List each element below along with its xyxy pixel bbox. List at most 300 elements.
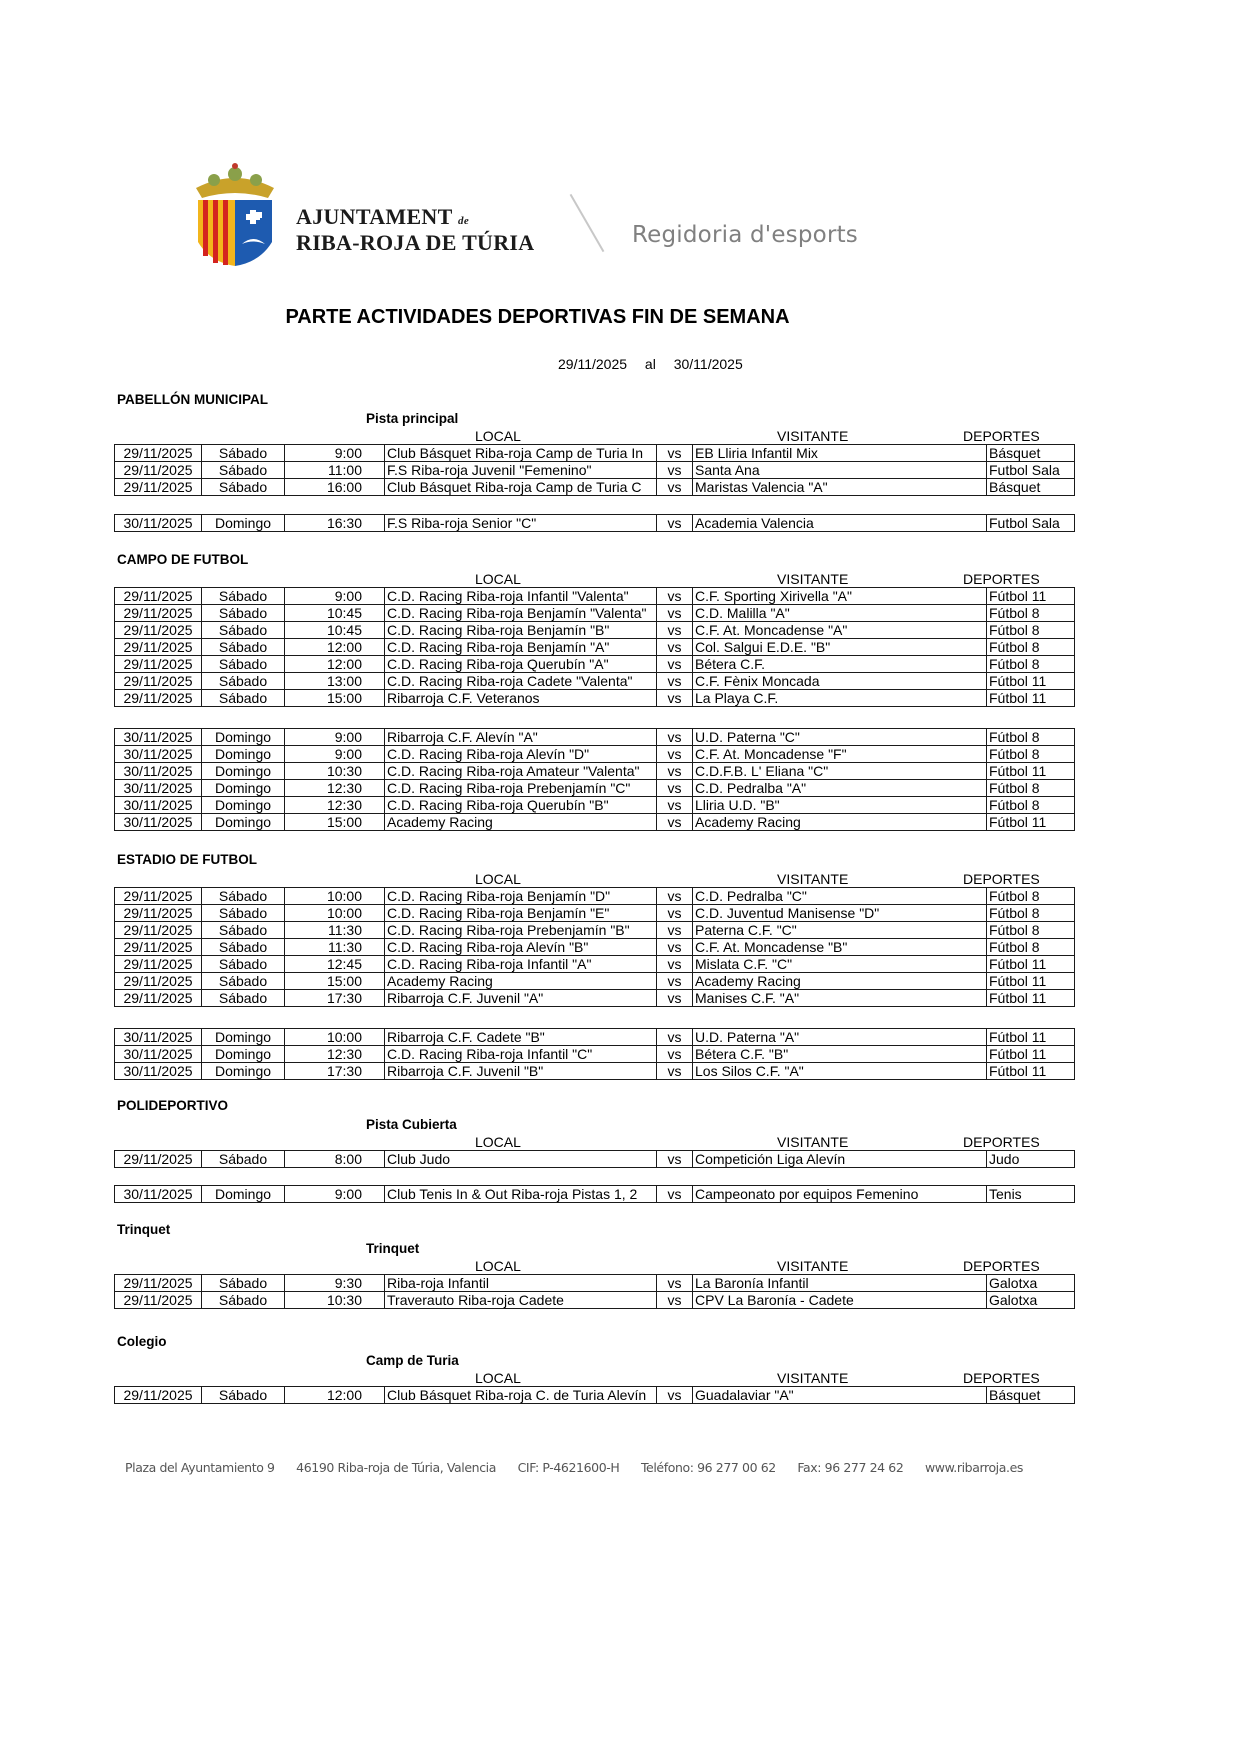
day-cell: Sábado (202, 922, 285, 939)
visitor-team-cell: C.F. At. Moncadense "A" (693, 622, 987, 639)
day-cell: Sábado (202, 905, 285, 922)
local-team-cell: C.D. Racing Riba-roja Prebenjamín "B" (385, 922, 657, 939)
table-row (115, 515, 1075, 532)
date-cell: 29/11/2025 (115, 605, 202, 622)
schedule-table (114, 587, 1075, 707)
date-cell: 29/11/2025 (115, 1387, 202, 1404)
time-cell: 10:00 (285, 888, 385, 905)
section-title: Colegio (117, 1334, 167, 1349)
venue-title: Pista principal (366, 411, 459, 426)
day-cell: Sábado (202, 639, 285, 656)
visitor-team-cell: Guadalaviar "A" (693, 1387, 987, 1404)
local-team-cell: C.D. Racing Riba-roja Querubín "A" (385, 656, 657, 673)
sport-cell: Fútbol 8 (987, 605, 1075, 622)
day-cell: Domingo (202, 745, 285, 762)
sport-cell: Fútbol 8 (987, 796, 1075, 813)
sport-cell: Fútbol 8 (987, 779, 1075, 796)
visitor-team-cell: C.D. Juventud Manisense "D" (693, 905, 987, 922)
date-cell: 29/11/2025 (115, 639, 202, 656)
column-header-deportes: DEPORTES (963, 428, 1040, 444)
vs-cell: vs (657, 1292, 693, 1309)
org-name-de: de (458, 215, 469, 227)
vs-cell: vs (657, 813, 693, 830)
local-team-cell: C.D. Racing Riba-roja Prebenjamín "C" (385, 779, 657, 796)
day-cell: Sábado (202, 956, 285, 973)
day-cell: Domingo (202, 728, 285, 745)
vs-cell: vs (657, 690, 693, 707)
visitor-team-cell: C.F. At. Moncadense "B" (693, 939, 987, 956)
vs-cell: vs (657, 956, 693, 973)
venue-title: Camp de Turia (366, 1353, 459, 1368)
date-cell: 29/11/2025 (115, 939, 202, 956)
schedule-table (114, 1028, 1075, 1080)
sport-cell: Fútbol 8 (987, 728, 1075, 745)
schedule-table (114, 514, 1075, 532)
column-header-local: LOCAL (475, 1370, 521, 1386)
date-cell: 29/11/2025 (115, 673, 202, 690)
schedule-table (114, 1185, 1075, 1203)
date-cell: 29/11/2025 (115, 622, 202, 639)
day-cell: Domingo (202, 515, 285, 532)
time-cell: 11:00 (285, 462, 385, 479)
day-cell: Sábado (202, 605, 285, 622)
local-team-cell: C.D. Racing Riba-roja Amateur "Valenta" (385, 762, 657, 779)
vs-cell: vs (657, 888, 693, 905)
footer-city: 46190 Riba-roja de Túria, Valencia (296, 1460, 496, 1475)
sport-cell: Fútbol 8 (987, 656, 1075, 673)
time-cell: 10:00 (285, 1028, 385, 1045)
local-team-cell: Ribarroja C.F. Cadete "B" (385, 1028, 657, 1045)
local-team-cell: C.D. Racing Riba-roja Benjamín "A" (385, 639, 657, 656)
local-team-cell: Academy Racing (385, 813, 657, 830)
sport-cell: Fútbol 11 (987, 762, 1075, 779)
day-cell: Sábado (202, 673, 285, 690)
section-title: Trinquet (117, 1222, 171, 1237)
time-cell: 16:00 (285, 479, 385, 496)
date-cell: 30/11/2025 (115, 728, 202, 745)
vs-cell: vs (657, 462, 693, 479)
letterhead-logo (186, 162, 876, 272)
vs-cell: vs (657, 479, 693, 496)
table-row (115, 728, 1075, 745)
time-cell: 10:00 (285, 905, 385, 922)
time-cell: 12:30 (285, 1045, 385, 1062)
org-name-line2: RIBA-ROJA DE TÚRIA (296, 230, 535, 255)
sport-cell: Galotxa (987, 1275, 1075, 1292)
table-row (115, 1186, 1075, 1203)
local-team-cell: Club Básquet Riba-roja C. de Turia Alevín (385, 1387, 657, 1404)
date-cell: 30/11/2025 (115, 813, 202, 830)
visitor-team-cell: Lliria U.D. "B" (693, 796, 987, 813)
local-team-cell: C.D. Racing Riba-roja Infantil "A" (385, 956, 657, 973)
time-cell: 12:00 (285, 656, 385, 673)
time-cell: 8:00 (285, 1151, 385, 1168)
visitor-team-cell: U.D. Paterna "C" (693, 728, 987, 745)
date-cell: 29/11/2025 (115, 588, 202, 605)
vs-cell: vs (657, 588, 693, 605)
table-row (115, 990, 1075, 1007)
table-row (115, 905, 1075, 922)
day-cell: Sábado (202, 888, 285, 905)
date-cell: 29/11/2025 (115, 462, 202, 479)
date-cell: 30/11/2025 (115, 515, 202, 532)
vs-cell: vs (657, 1045, 693, 1062)
sport-cell: Fútbol 11 (987, 1028, 1075, 1045)
sport-cell: Fútbol 11 (987, 690, 1075, 707)
table-row (115, 762, 1075, 779)
footer-fax: Fax: 96 277 24 62 (797, 1460, 904, 1475)
footer-cif: CIF: P-4621600-H (517, 1460, 620, 1475)
time-cell: 15:00 (285, 973, 385, 990)
sport-cell: Fútbol 8 (987, 745, 1075, 762)
day-cell: Domingo (202, 1028, 285, 1045)
column-header-visitante: VISITANTE (777, 1370, 849, 1386)
vs-cell: vs (657, 728, 693, 745)
section-title: CAMPO DE FUTBOL (117, 552, 249, 567)
department-name: Regidoria d'esports (632, 222, 858, 248)
time-cell: 11:30 (285, 939, 385, 956)
time-cell: 9:00 (285, 745, 385, 762)
sport-cell: Tenis (987, 1186, 1075, 1203)
local-team-cell: Ribarroja C.F. Veteranos (385, 690, 657, 707)
vs-cell: vs (657, 1062, 693, 1079)
day-cell: Domingo (202, 779, 285, 796)
time-cell: 11:30 (285, 922, 385, 939)
visitor-team-cell: Manises C.F. "A" (693, 990, 987, 1007)
visitor-team-cell: Los Silos C.F. "A" (693, 1062, 987, 1079)
local-team-cell: C.D. Racing Riba-roja Infantil "C" (385, 1045, 657, 1062)
vs-cell: vs (657, 990, 693, 1007)
footer (125, 1460, 1041, 1475)
page-title (0, 306, 1241, 329)
visitor-team-cell: Academia Valencia (693, 515, 987, 532)
venue-title: Pista Cubierta (366, 1117, 457, 1132)
time-cell: 16:30 (285, 515, 385, 532)
schedule-table (114, 1150, 1075, 1168)
table-row (115, 656, 1075, 673)
visitor-team-cell: C.D. Pedralba "C" (693, 888, 987, 905)
sport-cell: Fútbol 11 (987, 673, 1075, 690)
date-cell: 30/11/2025 (115, 1062, 202, 1079)
local-team-cell: F.S Riba-roja Juvenil "Femenino" (385, 462, 657, 479)
vs-cell: vs (657, 1028, 693, 1045)
column-header-visitante: VISITANTE (777, 1134, 849, 1150)
column-header-deportes: DEPORTES (963, 871, 1040, 887)
sport-cell: Fútbol 11 (987, 1045, 1075, 1062)
column-header-visitante: VISITANTE (777, 871, 849, 887)
vs-cell: vs (657, 673, 693, 690)
column-header-visitante: VISITANTE (777, 428, 849, 444)
day-cell: Domingo (202, 1186, 285, 1203)
table-row (115, 1292, 1075, 1309)
table-row (115, 690, 1075, 707)
day-cell: Domingo (202, 1062, 285, 1079)
table-row (115, 922, 1075, 939)
divider (570, 194, 605, 252)
visitor-team-cell: C.D.F.B. L' Eliana "C" (693, 762, 987, 779)
org-name-line1: AJUNTAMENT (296, 204, 453, 229)
sport-cell: Futbol Sala (987, 515, 1075, 532)
local-team-cell: C.D. Racing Riba-roja Cadete "Valenta" (385, 673, 657, 690)
time-cell: 12:45 (285, 956, 385, 973)
time-cell: 12:30 (285, 796, 385, 813)
venue-title: Trinquet (366, 1241, 420, 1256)
day-cell: Domingo (202, 796, 285, 813)
date-cell: 29/11/2025 (115, 445, 202, 462)
date-cell: 29/11/2025 (115, 973, 202, 990)
vs-cell: vs (657, 779, 693, 796)
schedule-table (114, 1274, 1075, 1309)
table-row (115, 1028, 1075, 1045)
local-team-cell: Academy Racing (385, 973, 657, 990)
local-team-cell: C.D. Racing Riba-roja Benjamín "D" (385, 888, 657, 905)
day-cell: Domingo (202, 1045, 285, 1062)
sport-cell: Futbol Sala (987, 462, 1075, 479)
table-row (115, 605, 1075, 622)
day-cell: Sábado (202, 1275, 285, 1292)
table-row (115, 1151, 1075, 1168)
table-row (115, 745, 1075, 762)
date-cell: 30/11/2025 (115, 762, 202, 779)
time-cell: 12:00 (285, 639, 385, 656)
table-row (115, 1387, 1075, 1404)
day-cell: Sábado (202, 588, 285, 605)
table-row (115, 956, 1075, 973)
sport-cell: Fútbol 11 (987, 1062, 1075, 1079)
day-cell: Domingo (202, 813, 285, 830)
visitor-team-cell: Mislata C.F. "C" (693, 956, 987, 973)
footer-phone: Teléfono: 96 277 00 62 (640, 1460, 776, 1475)
schedule-table (114, 728, 1075, 831)
local-team-cell: Ribarroja C.F. Juvenil "B" (385, 1062, 657, 1079)
visitor-team-cell: Academy Racing (693, 813, 987, 830)
time-cell: 9:00 (285, 1186, 385, 1203)
visitor-team-cell: C.D. Pedralba "A" (693, 779, 987, 796)
visitor-team-cell: C.F. Fènix Moncada (693, 673, 987, 690)
footer-address: Plaza del Ayuntamiento 9 (125, 1460, 275, 1475)
date-cell: 29/11/2025 (115, 990, 202, 1007)
vs-cell: vs (657, 656, 693, 673)
date-cell: 29/11/2025 (115, 922, 202, 939)
visitor-team-cell: Santa Ana (693, 462, 987, 479)
sport-cell: Fútbol 8 (987, 922, 1075, 939)
section-title: PABELLÓN MUNICIPAL (117, 392, 268, 407)
vs-cell: vs (657, 973, 693, 990)
column-header-visitante: VISITANTE (777, 571, 849, 587)
time-cell: 10:30 (285, 762, 385, 779)
time-cell: 15:00 (285, 690, 385, 707)
column-header-local: LOCAL (475, 1258, 521, 1274)
column-header-deportes: DEPORTES (963, 1258, 1040, 1274)
local-team-cell: C.D. Racing Riba-roja Infantil "Valenta" (385, 588, 657, 605)
visitor-team-cell: Paterna C.F. "C" (693, 922, 987, 939)
vs-cell: vs (657, 922, 693, 939)
column-header-deportes: DEPORTES (963, 1370, 1040, 1386)
date-to: 30/11/2025 (673, 356, 743, 372)
visitor-team-cell: EB Lliria Infantil Mix (693, 445, 987, 462)
local-team-cell: C.D. Racing Riba-roja Alevín "D" (385, 745, 657, 762)
day-cell: Sábado (202, 656, 285, 673)
visitor-team-cell: Maristas Valencia "A" (693, 479, 987, 496)
page-title-text: PARTE ACTIVIDADES DEPORTIVAS FIN DE SEMANA (285, 306, 790, 328)
local-team-cell: Ribarroja C.F. Juvenil "A" (385, 990, 657, 1007)
sport-cell: Básquet (987, 1387, 1075, 1404)
local-team-cell: C.D. Racing Riba-roja Querubín "B" (385, 796, 657, 813)
day-cell: Sábado (202, 690, 285, 707)
local-team-cell: F.S Riba-roja Senior "C" (385, 515, 657, 532)
visitor-team-cell: Campeonato por equipos Femenino (693, 1186, 987, 1203)
table-row (115, 639, 1075, 656)
day-cell: Sábado (202, 1292, 285, 1309)
table-row (115, 1062, 1075, 1079)
table-row (115, 588, 1075, 605)
day-cell: Sábado (202, 939, 285, 956)
date-cell: 30/11/2025 (115, 1045, 202, 1062)
date-cell: 30/11/2025 (115, 779, 202, 796)
sport-cell: Fútbol 11 (987, 588, 1075, 605)
table-row (115, 1275, 1075, 1292)
vs-cell: vs (657, 605, 693, 622)
local-team-cell: Traverauto Riba-roja Cadete (385, 1292, 657, 1309)
date-cell: 29/11/2025 (115, 888, 202, 905)
visitor-team-cell: C.F. At. Moncadense "F" (693, 745, 987, 762)
coat-of-arms-icon (190, 162, 280, 270)
time-cell: 12:00 (285, 1387, 385, 1404)
table-row (115, 479, 1075, 496)
vs-cell: vs (657, 639, 693, 656)
local-team-cell: Riba-roja Infantil (385, 1275, 657, 1292)
visitor-team-cell: Bétera C.F. "B" (693, 1045, 987, 1062)
time-cell: 17:30 (285, 990, 385, 1007)
schedule-table (114, 444, 1075, 496)
date-from: 29/11/2025 (558, 356, 628, 372)
time-cell: 10:45 (285, 622, 385, 639)
date-cell: 30/11/2025 (115, 1028, 202, 1045)
local-team-cell: Ribarroja C.F. Alevín "A" (385, 728, 657, 745)
column-header-local: LOCAL (475, 428, 521, 444)
visitor-team-cell: CPV La Baronía - Cadete (693, 1292, 987, 1309)
time-cell: 9:00 (285, 445, 385, 462)
footer-web[interactable]: www.ribarroja.es (924, 1460, 1023, 1475)
day-cell: Sábado (202, 445, 285, 462)
sport-cell: Fútbol 8 (987, 622, 1075, 639)
sport-cell: Judo (987, 1151, 1075, 1168)
column-header-deportes: DEPORTES (963, 1134, 1040, 1150)
table-row (115, 888, 1075, 905)
sport-cell: Fútbol 11 (987, 973, 1075, 990)
date-cell: 29/11/2025 (115, 1151, 202, 1168)
time-cell: 9:30 (285, 1275, 385, 1292)
vs-cell: vs (657, 622, 693, 639)
sport-cell: Fútbol 11 (987, 813, 1075, 830)
table-row (115, 1045, 1075, 1062)
schedule-table (114, 1386, 1075, 1404)
table-row (115, 462, 1075, 479)
sport-cell: Fútbol 8 (987, 905, 1075, 922)
vs-cell: vs (657, 905, 693, 922)
time-cell: 12:30 (285, 779, 385, 796)
date-cell: 29/11/2025 (115, 656, 202, 673)
table-row (115, 973, 1075, 990)
column-header-local: LOCAL (475, 1134, 521, 1150)
time-cell: 13:00 (285, 673, 385, 690)
vs-cell: vs (657, 445, 693, 462)
schedule-table (114, 887, 1075, 1007)
date-cell: 30/11/2025 (115, 745, 202, 762)
local-team-cell: C.D. Racing Riba-roja Benjamín "Valenta" (385, 605, 657, 622)
time-cell: 15:00 (285, 813, 385, 830)
day-cell: Sábado (202, 990, 285, 1007)
column-header-visitante: VISITANTE (777, 1258, 849, 1274)
visitor-team-cell: La Playa C.F. (693, 690, 987, 707)
vs-cell: vs (657, 796, 693, 813)
local-team-cell: Club Tenis In & Out Riba-roja Pistas 1, 2 (385, 1186, 657, 1203)
time-cell: 17:30 (285, 1062, 385, 1079)
sport-cell: Fútbol 8 (987, 639, 1075, 656)
visitor-team-cell: C.F. Sporting Xirivella "A" (693, 588, 987, 605)
visitor-team-cell: Bétera C.F. (693, 656, 987, 673)
local-team-cell: Club Básquet Riba-roja Camp de Turia C (385, 479, 657, 496)
day-cell: Sábado (202, 622, 285, 639)
vs-cell: vs (657, 1151, 693, 1168)
day-cell: Sábado (202, 1151, 285, 1168)
column-header-local: LOCAL (475, 571, 521, 587)
local-team-cell: Club Básquet Riba-roja Camp de Turia In (385, 445, 657, 462)
day-cell: Domingo (202, 762, 285, 779)
time-cell: 10:45 (285, 605, 385, 622)
vs-cell: vs (657, 1387, 693, 1404)
column-header-deportes: DEPORTES (963, 571, 1040, 587)
vs-cell: vs (657, 939, 693, 956)
table-row (115, 939, 1075, 956)
section-title: POLIDEPORTIVO (117, 1098, 229, 1113)
date-separator: al (644, 356, 656, 372)
day-cell: Sábado (202, 973, 285, 990)
date-cell: 30/11/2025 (115, 796, 202, 813)
section-title: ESTADIO DE FUTBOL (117, 852, 257, 867)
date-cell: 29/11/2025 (115, 690, 202, 707)
visitor-team-cell: La Baronía Infantil (693, 1275, 987, 1292)
sport-cell: Galotxa (987, 1292, 1075, 1309)
vs-cell: vs (657, 745, 693, 762)
visitor-team-cell: U.D. Paterna "A" (693, 1028, 987, 1045)
visitor-team-cell: Col. Salgui E.D.E. "B" (693, 639, 987, 656)
sport-cell: Básquet (987, 445, 1075, 462)
local-team-cell: Club Judo (385, 1151, 657, 1168)
day-cell: Sábado (202, 1387, 285, 1404)
time-cell: 9:00 (285, 728, 385, 745)
sport-cell: Fútbol 8 (987, 888, 1075, 905)
date-range (558, 356, 757, 372)
table-row (115, 813, 1075, 830)
visitor-team-cell: C.D. Malilla "A" (693, 605, 987, 622)
local-team-cell: C.D. Racing Riba-roja Benjamín "B" (385, 622, 657, 639)
column-header-local: LOCAL (475, 871, 521, 887)
sport-cell: Fútbol 11 (987, 990, 1075, 1007)
date-cell: 29/11/2025 (115, 956, 202, 973)
local-team-cell: C.D. Racing Riba-roja Alevín "B" (385, 939, 657, 956)
vs-cell: vs (657, 1275, 693, 1292)
date-cell: 29/11/2025 (115, 905, 202, 922)
vs-cell: vs (657, 1186, 693, 1203)
date-cell: 29/11/2025 (115, 479, 202, 496)
visitor-team-cell: Competición Liga Alevín (693, 1151, 987, 1168)
local-team-cell: C.D. Racing Riba-roja Benjamín "E" (385, 905, 657, 922)
date-cell: 30/11/2025 (115, 1186, 202, 1203)
table-row (115, 445, 1075, 462)
table-row (115, 622, 1075, 639)
vs-cell: vs (657, 762, 693, 779)
